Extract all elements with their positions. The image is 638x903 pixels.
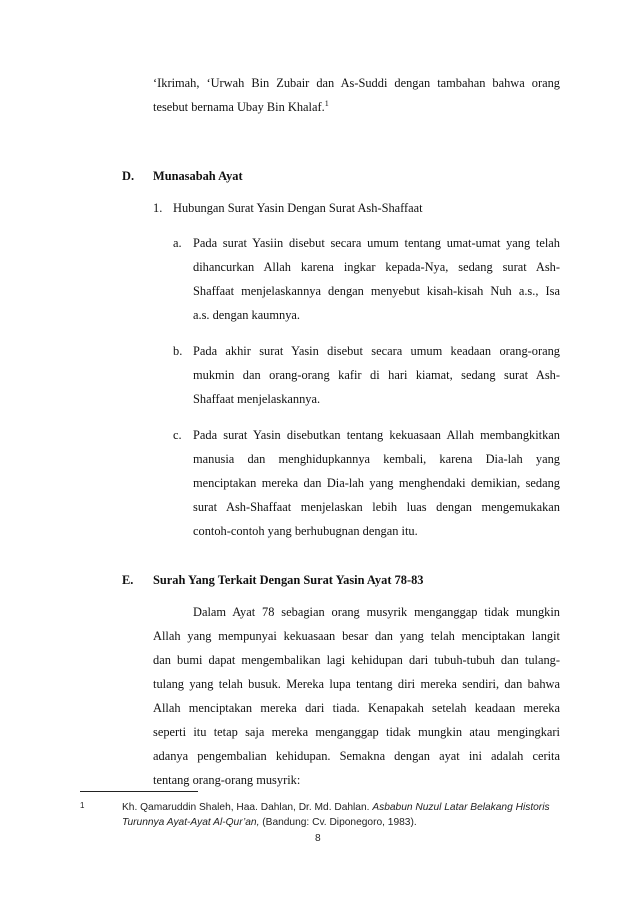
section-e-line-1: Dalam Ayat 78 sebagian orang musyrik menganggap tidak mungkin xyxy=(193,605,560,619)
list-item-marker-b: b. xyxy=(173,344,183,358)
subsection-number: 1. xyxy=(153,201,163,215)
list-item-marker-c: c. xyxy=(173,428,182,442)
footnote-line-1: Kh. Qamaruddin Shaleh, Haa. Dahlan, Dr. Md. Dahlan. Asbabun Nuzul Latar Belakang Historis xyxy=(122,802,550,813)
intro-line-2: tesebut bernama Ubay Bin Khalaf.$^1$ xyxy=(153,98,329,114)
subsection-title: Hubungan Surat Yasin Dengan Surat Ash-Shaffaat xyxy=(173,201,423,215)
section-e-line-8: tentang orang-orang musyrik: xyxy=(153,773,301,787)
section-e-line-4: tulang yang telah busuk. Mereka lupa tentang diri mereka sendiri, dan bahwa xyxy=(153,677,560,691)
footnote-number: 1 xyxy=(80,801,85,810)
section-d-letter: D. xyxy=(122,169,135,183)
section-e-line-5: Allah menciptakan mereka dari tiada. Kenapakah setelah keadaan mereka xyxy=(153,701,560,715)
list-item-a-line-2: dihancurkan Allah karena ingkar kepada-Nya, sedang surat Ash- xyxy=(193,260,560,274)
list-item-c-line-1: Pada surat Yasin disebutkan tentang kekuasaan Allah membangkitkan xyxy=(193,428,560,442)
list-item-c-line-3: menciptakan mereka dan Dia-lah yang menghendaki demikian, sedang xyxy=(193,476,560,490)
list-item-c-line-2: manusia dan menghidupkannya kembali, karena Dia-lah yang xyxy=(193,452,560,466)
list-item-b-line-2: mukmin dan orang-orang kafir di hari kiamat, sedang surat Ash- xyxy=(193,368,560,382)
section-e-line-7: adanya pengembalian kehidupan. Semakna dengan ayat ini adalah cerita xyxy=(153,749,560,763)
list-item-b-line-3: Shaffaat menjelaskannya. xyxy=(193,392,321,406)
list-item-a-line-4: a.s. dengan kaumnya. xyxy=(193,308,301,322)
footnote-line-2: Turunnya Ayat-Ayat Al-Qur’an, (Bandung: Cv. Diponegoro, 1983). xyxy=(122,817,417,828)
section-e-line-2: Allah yang mempunyai kekuasaan besar dan yang telah menciptakan langit xyxy=(153,629,560,643)
list-item-c-line-4: surat Ash-Shaffaat menjelaskan lebih luas dengan mengemukakan xyxy=(193,500,560,514)
section-e-title: Surah Yang Terkait Dengan Surat Yasin Ayat 78-83 xyxy=(153,573,424,587)
footnote-reference: 1 xyxy=(324,98,329,108)
list-item-b-line-1: Pada akhir surat Yasin disebut secara umum keadaan orang-orang xyxy=(193,344,560,358)
section-e-line-3: dan bumi dapat mengembalikan lagi kehidupan dari tubuh-tubuh dan tulang- xyxy=(153,653,560,667)
list-item-marker-a: a. xyxy=(173,236,182,250)
intro-line-1: ‘Ikrimah, ‘Urwah Bin Zubair dan As-Suddi dengan tambahan bahwa orang xyxy=(153,76,560,90)
page-number: 8 xyxy=(315,833,321,844)
footnote-book-title-1: Asbabun Nuzul Latar Belakang Historis xyxy=(372,802,550,813)
section-e-line-6: seperti itu tetap saja mereka menganggap tidak mungkin atau mengingkari xyxy=(153,725,560,739)
footnote-separator xyxy=(80,791,198,792)
list-item-a-line-1: Pada surat Yasiin disebut secara umum tentang umat-umat yang telah xyxy=(193,236,560,250)
section-e-letter: E. xyxy=(122,573,134,587)
footnote-book-title-2: Turunnya Ayat-Ayat Al-Qur’an, xyxy=(122,817,260,828)
list-item-c-line-5: contoh-contoh yang berhubugnan dengan itu. xyxy=(193,524,418,538)
list-item-a-line-3: Shaffaat menjelaskannya dengan menyebut kisah-kisah Nuh a.s., Isa xyxy=(193,284,560,298)
section-d-title: Munasabah Ayat xyxy=(153,169,243,183)
